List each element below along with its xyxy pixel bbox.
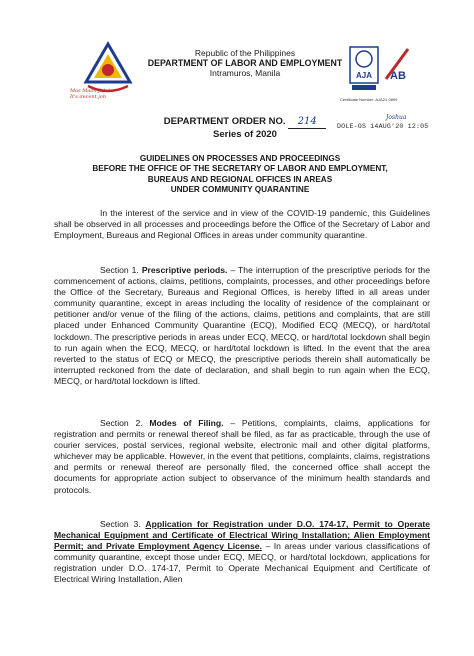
- cert-aja-label: AJA: [355, 71, 373, 80]
- section-1-paragraph: [54, 265, 430, 387]
- title-line-1: GUIDELINES ON PROCESSES AND PROCEEDINGS: [139, 154, 341, 163]
- tagline-line-2: It's decent job: [70, 94, 107, 100]
- title-line-2: BEFORE THE OFFICE OF THE SECRETARY OF LABOR AND EMPLOYMENT,: [92, 164, 388, 174]
- section-1-prefix: Section 1.: [100, 265, 139, 275]
- department-location: Intramuros, Manila: [209, 68, 281, 78]
- handwritten-note: Joshua: [386, 114, 407, 121]
- tagline-line-1: Mas Maon Jolo!: [70, 88, 110, 94]
- department-order-block: [155, 116, 335, 141]
- section-2-prefix: Section 2.: [100, 418, 143, 428]
- section-2-heading: Modes of Filing.: [149, 418, 224, 428]
- section-2-text: – Petitions, complaints, claims, applications for registration and permits or renewal thereof shall be filed, as far as practicable, through the use of courier services, postal services, regional website, electronic mail and other digital platforms, whichever may be applicable. However, in the event that petitions, complaints, claims, registrations and permits or renewal thereof are personally filed, the concerned office shall accept the documents for appropriate action subject to observance of the minimum health standards and protocols.: [54, 418, 430, 495]
- section-3-heading: Application for Registration under D.O. 174-17, Permit to Operate Mechanical Equipment and Certificate of Electrical Wiring Installation; Alien Employment Permit; and Private Employment Agency License.: [54, 519, 431, 552]
- country-name: Republic of the Philippines: [194, 48, 296, 58]
- receipt-stamp: DOLE-OS 14AUG'20 12:05: [337, 123, 429, 130]
- cert-ab-label: AB: [390, 70, 406, 82]
- letterhead: [130, 48, 360, 78]
- aja-ab-certification-icon: [348, 43, 416, 95]
- logo-tagline: [70, 88, 110, 100]
- section-3-paragraph: [54, 519, 430, 586]
- order-number-line: [155, 116, 335, 129]
- intro-paragraph-block: [54, 208, 430, 241]
- title-line-3: BUREAUS AND REGIONAL OFFICES IN AREAS: [147, 174, 333, 184]
- document-title: [50, 154, 430, 195]
- section-1-text: – The interruption of the prescriptive periods for the commencement of actions, claims, petitions, complaints, processes, and other proceedings before the Office of the Secretary, Bureaus and Regional Offices, is hereby lifted in all areas under community quarantine, except in areas including the locality of residence of the complainant or petitioner and/or venue of the filing of the actions, claims, petitions and complaints, that are still placed under Enhanced Community Quarantine (ECQ), Modified ECQ (MECQ), or hard/total lockdown. The prescriptive periods in areas under ECQ, MECQ, or hard/total lockdown shall begin to run again when the ECQ, MECQ, or hard/total lockdown is lifted. In the event that the area reverted to the status of ECQ or MECQ, the prescriptive periods therein shall automatically be interrupted reckoned from the date of declaration, and shall begin to run again when the ECQ, MECQ, or hard/total lockdown is lifted.: [54, 265, 430, 386]
- section-1-heading: Prescriptive periods.: [141, 265, 228, 275]
- department-name: DEPARTMENT OF LABOR AND EMPLOYMENT: [147, 58, 343, 68]
- certificate-number: Certificate Number: AJA21-0899: [340, 97, 398, 102]
- order-number: 214: [288, 116, 326, 129]
- section-1: [54, 265, 430, 387]
- title-line-4: UNDER COMMUNITY QUARANTINE: [170, 184, 310, 194]
- section-3: [54, 519, 430, 586]
- intro-paragraph: In the interest of the service and in view of the COVID-19 pandemic, this Guidelines shall be observed in all processes and proceedings before the Office of the Secretary of Labor and Employment, Bureaus and Regional Offices in areas under community quarantine.: [54, 208, 430, 241]
- section-3-text: – In areas under various classifications of community quarantine, except those under ECQ, MECQ, or hard/total lockdown, applications for registration under D.O. 174-17, Permit to Operate Mechanical Equipment and Certificate of Electrical Wiring Installation, Alien: [54, 541, 430, 585]
- order-label: DEPARTMENT ORDER NO.: [163, 116, 286, 127]
- order-series: Series of 2020: [213, 129, 277, 140]
- section-2: [54, 418, 430, 496]
- section-2-paragraph: [54, 418, 430, 496]
- section-3-prefix: Section 3.: [100, 519, 141, 529]
